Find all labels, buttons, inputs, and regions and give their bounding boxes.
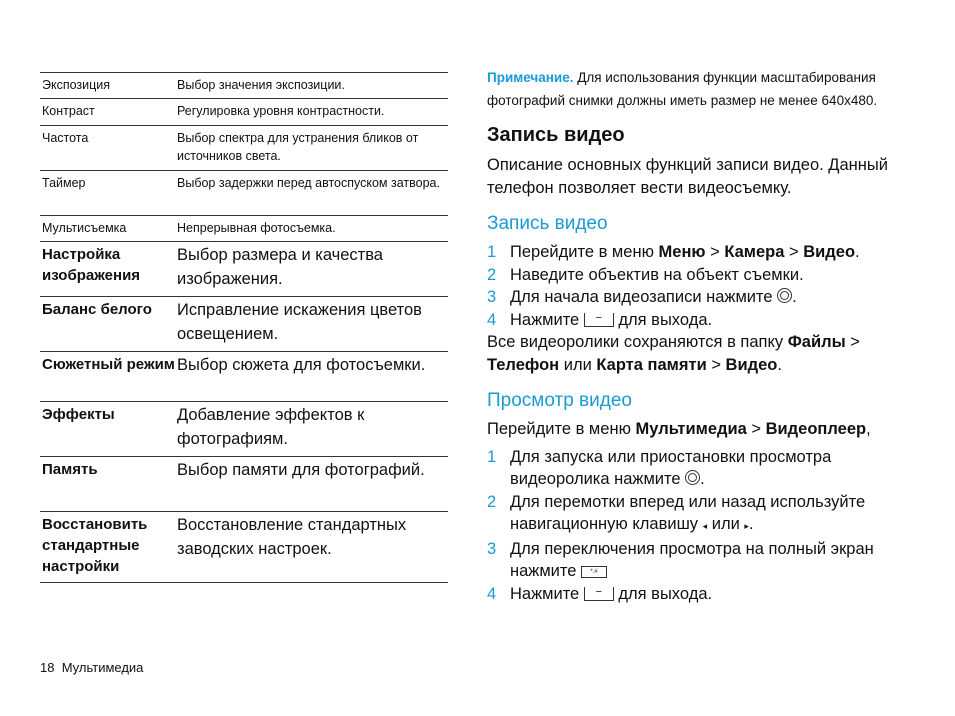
table-row	[40, 99, 448, 126]
section-title: Запись видео	[487, 124, 625, 146]
setting-name: Мультисъемка	[40, 216, 177, 242]
play-intro: Перейдите в меню Мультимедиа > Видеоплеер,	[487, 420, 871, 438]
setting-name: Экспозиция	[40, 73, 177, 99]
footer-section: Мультимедиа	[61, 660, 144, 675]
camera-settings-table	[40, 72, 448, 583]
note-label: Примечание.	[487, 70, 574, 85]
right-soft-key-icon: −	[584, 587, 614, 601]
note	[487, 67, 932, 112]
setting-description: Выбор значения экспозиции.	[177, 73, 448, 99]
step-text: Нажмите − для выхода.	[510, 310, 713, 329]
step-text: Для переключения просмотра на полный экран нажмите *.#	[510, 539, 874, 580]
setting-name: Таймер	[40, 171, 177, 216]
table-row	[40, 512, 448, 583]
left-column	[40, 72, 448, 583]
setting-description: Непрерывная фотосъемка.	[177, 216, 448, 242]
setting-description: Регулировка уровня контрастности.	[177, 99, 448, 126]
note-text: Для использования функции масштабирования фотографий снимки должны иметь размер не менее 640x480.	[487, 70, 878, 108]
table-row	[40, 402, 448, 457]
setting-description: Восстановление стандартных заводских настроек.	[177, 512, 448, 583]
table-row	[40, 126, 448, 171]
list-item	[487, 309, 932, 332]
setting-description: Выбор памяти для фотографий.	[177, 457, 448, 512]
table-row	[40, 171, 448, 216]
step-number: 1	[487, 243, 497, 261]
left-arrow-icon: ◂	[702, 521, 708, 531]
setting-name: Настройка изображения	[40, 242, 177, 297]
list-item	[487, 264, 932, 287]
setting-name: Сюжетный режим	[40, 352, 177, 402]
play-steps	[487, 446, 932, 606]
setting-name: Баланс белого	[40, 297, 177, 352]
step-number: 2	[487, 265, 497, 284]
step-text: Для перемотки вперед или назад используйте навигационную клавишу ◂ или ▸.	[510, 492, 866, 533]
setting-description: Выбор сюжета для фотосъемки.	[177, 352, 448, 402]
play-title: Просмотр видео	[487, 390, 632, 411]
list-item	[487, 583, 932, 606]
step-number: 3	[487, 288, 497, 306]
list-item	[487, 491, 932, 538]
list-item	[487, 538, 932, 583]
setting-name: Эффекты	[40, 402, 177, 457]
setting-description: Добавление эффектов к фотографиям.	[177, 402, 448, 457]
right-soft-key-icon: −	[584, 313, 614, 327]
setting-name: Контраст	[40, 99, 177, 126]
step-text: Нажмите − для выхода.	[510, 584, 713, 603]
table-row	[40, 73, 448, 99]
section-intro: Описание основных функций записи видео. Данный телефон позволяет вести видеосъемку.	[487, 156, 888, 197]
step-number: 4	[487, 584, 497, 603]
save-location-text: Все видеоролики сохраняются в папку Файлы > Телефон или Карта памяти > Видео.	[487, 333, 860, 374]
step-number: 2	[487, 492, 497, 511]
ok-key-icon	[685, 470, 700, 485]
setting-description: Выбор задержки перед автоспуском затвора.	[177, 171, 448, 216]
table-row	[40, 297, 448, 352]
table-row	[40, 242, 448, 297]
list-item	[487, 286, 932, 309]
step-text: Перейдите в меню Меню > Камера > Видео.	[510, 243, 860, 261]
record-title: Запись видео	[487, 213, 608, 234]
step-text: Для начала видеозаписи нажмите .	[510, 288, 797, 306]
step-text: Для запуска или приостановки просмотра видеоролика нажмите .	[510, 447, 832, 488]
step-number: 4	[487, 310, 497, 329]
setting-name: Память	[40, 457, 177, 512]
setting-name: Частота	[40, 126, 177, 171]
page-number: 18	[40, 660, 55, 675]
setting-name: Восстановить стандартные настройки	[40, 512, 177, 583]
list-item	[487, 446, 932, 491]
right-column	[487, 67, 932, 605]
step-number: 1	[487, 447, 497, 466]
setting-description: Исправление искажения цветов освещением.	[177, 297, 448, 352]
step-number: 3	[487, 539, 497, 558]
right-arrow-icon: ▸	[744, 521, 749, 531]
table-row	[40, 457, 448, 512]
record-steps	[487, 241, 932, 376]
list-item	[487, 241, 932, 264]
step-text: Наведите объектив на объект съемки.	[510, 265, 804, 284]
setting-description: Выбор спектра для устранения бликов от источников света.	[177, 126, 448, 171]
table-row	[40, 216, 448, 242]
table-row	[40, 352, 448, 402]
page-footer	[40, 660, 143, 675]
ok-key-icon	[777, 288, 792, 303]
setting-description: Выбор размера и качества изображения.	[177, 242, 448, 297]
fullscreen-key-icon: *.#	[581, 566, 607, 578]
